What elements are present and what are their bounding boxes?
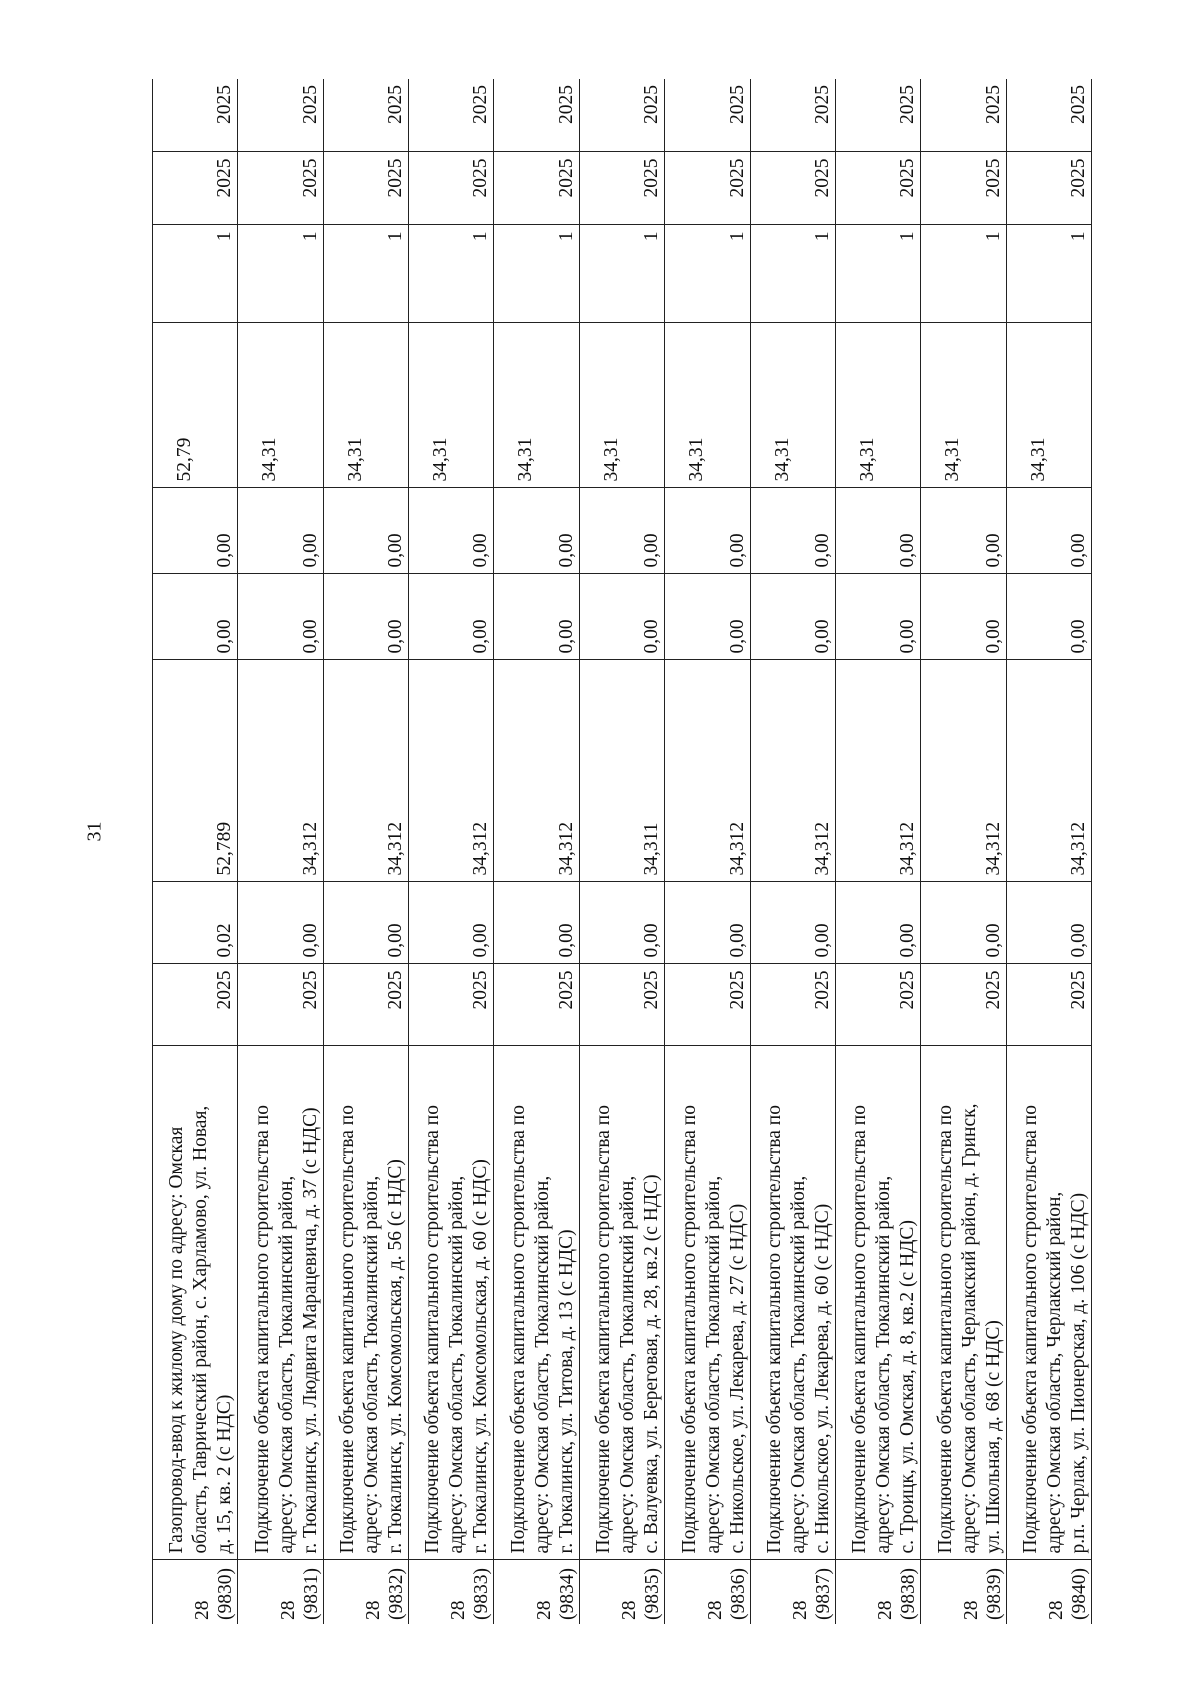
- project-name-line: г. Тюкалинск, ул. Комсомольская, д. 56 (с НДС): [385, 1159, 407, 1554]
- group-number: 28: [875, 1600, 897, 1620]
- project-name-line: р.п. Черлак, ул. Пионерская, д. 106 (с НДС): [1068, 1192, 1089, 1554]
- project-id-cell: [579, 1560, 664, 1624]
- count-cell: 1: [1006, 225, 1091, 323]
- project-id-cell: [750, 1560, 835, 1624]
- year-cell: 2025: [579, 964, 664, 1046]
- project-name-cell: [494, 1046, 579, 1560]
- project-name-line: адресу: Омская область, Тюкалинский район,: [275, 1175, 297, 1554]
- year-cell: 2025: [750, 964, 835, 1046]
- year-cell: 2025: [665, 964, 750, 1046]
- project-name-line: Подключение объекта капитального строительства по: [763, 1105, 785, 1554]
- year-start-cell: 2025: [1006, 152, 1091, 225]
- value-c-cell: 0,00: [238, 574, 323, 660]
- project-name-line: адресу: Омская область, Тюкалинский район,: [446, 1175, 468, 1554]
- value-c-cell: 0,00: [579, 574, 664, 660]
- value-a-cell: 0,00: [921, 882, 1006, 964]
- project-name-line: Подключение объекта капитального строительства по: [337, 1105, 359, 1554]
- year-end-cell: 2025: [153, 79, 238, 152]
- table-row: [921, 79, 1006, 1624]
- value-d-cell: 0,00: [579, 488, 664, 574]
- value-e-cell: 34,31: [409, 323, 494, 488]
- value-c-cell: 0,00: [494, 574, 579, 660]
- project-name-line: с. Никольское, ул. Лекарева, д. 60 (с НДС): [811, 1203, 833, 1554]
- group-number: 28: [789, 1600, 811, 1620]
- value-b-cell: 52,789: [153, 660, 238, 882]
- project-name-line: Подключение объекта капитального строительства по: [849, 1105, 871, 1554]
- value-c-cell: 0,00: [665, 574, 750, 660]
- value-c-cell: 0,00: [153, 574, 238, 660]
- project-name-line: адресу: Омская область, Тюкалинский район,: [873, 1175, 895, 1554]
- group-number: 28: [533, 1600, 555, 1620]
- value-a-cell: 0,00: [750, 882, 835, 964]
- project-id-cell: [494, 1560, 579, 1624]
- year-start-cell: 2025: [579, 152, 664, 225]
- value-d-cell: 0,00: [835, 488, 920, 574]
- count-cell: 1: [921, 225, 1006, 323]
- count-cell: 1: [665, 225, 750, 323]
- year-start-cell: 2025: [665, 152, 750, 225]
- year-start-cell: 2025: [409, 152, 494, 225]
- project-name-line: Подключение объекта капитального строительства по: [934, 1105, 956, 1554]
- value-e-cell: 34,31: [665, 323, 750, 488]
- value-e-cell: 34,31: [494, 323, 579, 488]
- project-name-line: адресу: Омская область, Черлакский район,: [1044, 1191, 1065, 1554]
- project-name-line: Подключение объекта капитального строительства по: [1020, 1105, 1041, 1554]
- table-row: [494, 79, 579, 1624]
- value-a-cell: 0,00: [323, 882, 408, 964]
- table-row: [238, 79, 323, 1624]
- value-d-cell: 0,00: [323, 488, 408, 574]
- project-name-line: Подключение объекта капитального строительства по: [678, 1105, 700, 1554]
- value-a-cell: 0,00: [835, 882, 920, 964]
- project-name-line: д. 15, кв. 2 (с НДС): [214, 1394, 236, 1554]
- year-end-cell: 2025: [1006, 79, 1091, 152]
- value-c-cell: 0,00: [1006, 574, 1091, 660]
- group-number: 28: [704, 1600, 726, 1620]
- value-e-cell: 34,31: [579, 323, 664, 488]
- table-row: [835, 79, 920, 1624]
- table-row: [750, 79, 835, 1624]
- project-name-line: г. Тюкалинск, ул. Титова, д. 13 (с НДС): [555, 1229, 577, 1554]
- year-end-cell: 2025: [921, 79, 1006, 152]
- table-row: [409, 79, 494, 1624]
- project-id-cell: [409, 1560, 494, 1624]
- value-a-cell: 0,00: [579, 882, 664, 964]
- value-d-cell: 0,00: [665, 488, 750, 574]
- value-c-cell: 0,00: [835, 574, 920, 660]
- value-b-cell: 34,312: [409, 660, 494, 882]
- project-id-cell: [238, 1560, 323, 1624]
- table-row: [153, 79, 238, 1624]
- value-b-cell: 34,312: [323, 660, 408, 882]
- project-name-line: ул. Школьная, д. 68 (с НДС): [982, 1320, 1004, 1554]
- project-name-line: адресу: Омская область, Тюкалинский район,: [787, 1175, 809, 1554]
- value-c-cell: 0,00: [921, 574, 1006, 660]
- value-d-cell: 0,00: [409, 488, 494, 574]
- value-d-cell: 0,00: [921, 488, 1006, 574]
- project-name-cell: [835, 1046, 920, 1560]
- project-name-line: с. Валуевка, ул. Береговая, д. 28, кв.2 (с НДС): [641, 1174, 663, 1554]
- project-code: (9835): [642, 1568, 664, 1620]
- project-name-line: Газопровод-ввод к жилому дому по адресу: Омская: [166, 1126, 188, 1554]
- page-number: 31: [83, 821, 106, 842]
- year-end-cell: 2025: [323, 79, 408, 152]
- year-start-cell: 2025: [750, 152, 835, 225]
- value-b-cell: 34,312: [1006, 660, 1091, 882]
- project-name-line: Подключение объекта капитального строительства по: [507, 1105, 529, 1554]
- count-cell: 1: [409, 225, 494, 323]
- value-a-cell: 0,00: [409, 882, 494, 964]
- value-d-cell: 0,00: [153, 488, 238, 574]
- project-code: (9836): [727, 1568, 749, 1620]
- year-cell: 2025: [835, 964, 920, 1046]
- project-name-cell: [153, 1046, 238, 1560]
- value-a-cell: 0,00: [494, 882, 579, 964]
- project-code: (9839): [983, 1568, 1005, 1620]
- table-row: [323, 79, 408, 1624]
- project-name-line: Подключение объекта капитального строительства по: [251, 1105, 273, 1554]
- year-cell: 2025: [1006, 964, 1091, 1046]
- value-d-cell: 0,00: [1006, 488, 1091, 574]
- table-row: [665, 79, 750, 1624]
- value-c-cell: 0,00: [409, 574, 494, 660]
- group-number: 28: [363, 1600, 385, 1620]
- project-name-cell: [1006, 1046, 1091, 1560]
- rotated-table-sheet: [152, 79, 1092, 1624]
- project-id-cell: [323, 1560, 408, 1624]
- value-b-cell: 34,312: [665, 660, 750, 882]
- project-id-cell: [153, 1560, 238, 1624]
- year-end-cell: 2025: [835, 79, 920, 152]
- value-d-cell: 0,00: [238, 488, 323, 574]
- project-name-line: адресу: Омская область, Черлакский район, д. Гринск,: [958, 1103, 980, 1554]
- value-a-cell: 0,02: [153, 882, 238, 964]
- group-number: 28: [192, 1600, 214, 1620]
- project-name-line: адресу: Омская область, Тюкалинский район,: [702, 1175, 724, 1554]
- project-name-line: с. Никольское, ул. Лекарева, д. 27 (с НДС): [726, 1203, 748, 1554]
- project-id-cell: [835, 1560, 920, 1624]
- value-b-cell: 34,311: [579, 660, 664, 882]
- project-id-cell: [665, 1560, 750, 1624]
- value-d-cell: 0,00: [494, 488, 579, 574]
- year-cell: 2025: [409, 964, 494, 1046]
- count-cell: 1: [238, 225, 323, 323]
- value-e-cell: 34,31: [921, 323, 1006, 488]
- value-e-cell: 34,31: [238, 323, 323, 488]
- value-e-cell: 34,31: [1006, 323, 1091, 488]
- value-e-cell: 34,31: [835, 323, 920, 488]
- year-cell: 2025: [323, 964, 408, 1046]
- year-end-cell: 2025: [579, 79, 664, 152]
- project-name-line: область, Таврический район, с. Харламово, ул. Новая,: [190, 1105, 212, 1554]
- project-code: (9833): [471, 1568, 493, 1620]
- year-end-cell: 2025: [409, 79, 494, 152]
- project-name-cell: [323, 1046, 408, 1560]
- project-code: (9838): [898, 1568, 920, 1620]
- project-code: (9832): [386, 1568, 408, 1620]
- count-cell: 1: [579, 225, 664, 323]
- year-start-cell: 2025: [921, 152, 1006, 225]
- table-row: [579, 79, 664, 1624]
- count-cell: 1: [153, 225, 238, 323]
- project-id-cell: [921, 1560, 1006, 1624]
- value-e-cell: 34,31: [750, 323, 835, 488]
- table-row: [1006, 79, 1091, 1624]
- count-cell: 1: [494, 225, 579, 323]
- value-b-cell: 34,312: [494, 660, 579, 882]
- value-c-cell: 0,00: [323, 574, 408, 660]
- group-number: 28: [619, 1600, 641, 1620]
- year-start-cell: 2025: [153, 152, 238, 225]
- year-cell: 2025: [238, 964, 323, 1046]
- year-end-cell: 2025: [494, 79, 579, 152]
- group-number: 28: [448, 1600, 470, 1620]
- project-name-line: адресу: Омская область, Тюкалинский район,: [617, 1175, 639, 1554]
- year-start-cell: 2025: [835, 152, 920, 225]
- project-name-cell: [921, 1046, 1006, 1560]
- project-code: (9834): [556, 1568, 578, 1620]
- year-end-cell: 2025: [665, 79, 750, 152]
- project-code: (9837): [812, 1568, 834, 1620]
- project-code: (9831): [300, 1568, 322, 1620]
- year-end-cell: 2025: [750, 79, 835, 152]
- value-e-cell: 52,79: [153, 323, 238, 488]
- project-name-line: адресу: Омская область, Тюкалинский район,: [361, 1175, 383, 1554]
- project-name-line: с. Троицк, ул. Омская, д. 8, кв.2 (с НДС): [897, 1220, 919, 1554]
- project-name-cell: [750, 1046, 835, 1560]
- group-number: 28: [960, 1600, 982, 1620]
- value-a-cell: 0,00: [238, 882, 323, 964]
- project-id-cell: [1006, 1560, 1091, 1624]
- project-name-cell: [409, 1046, 494, 1560]
- project-name-line: Подключение объекта капитального строительства по: [593, 1105, 615, 1554]
- value-b-cell: 34,312: [750, 660, 835, 882]
- value-d-cell: 0,00: [750, 488, 835, 574]
- year-cell: 2025: [921, 964, 1006, 1046]
- count-cell: 1: [323, 225, 408, 323]
- year-start-cell: 2025: [323, 152, 408, 225]
- table-body: [153, 79, 1092, 1624]
- project-name-line: г. Тюкалинск, ул. Людвига Марацевича, д. 37 (с НДС): [299, 1107, 321, 1554]
- value-c-cell: 0,00: [750, 574, 835, 660]
- project-name-line: адресу: Омская область, Тюкалинский район,: [531, 1175, 553, 1554]
- project-name-cell: [238, 1046, 323, 1560]
- year-start-cell: 2025: [494, 152, 579, 225]
- value-b-cell: 34,312: [238, 660, 323, 882]
- count-cell: 1: [835, 225, 920, 323]
- project-name-line: Подключение объекта капитального строительства по: [422, 1105, 444, 1554]
- year-start-cell: 2025: [238, 152, 323, 225]
- project-code: (9830): [215, 1568, 237, 1620]
- value-e-cell: 34,31: [323, 323, 408, 488]
- year-cell: 2025: [494, 964, 579, 1046]
- count-cell: 1: [750, 225, 835, 323]
- project-name-cell: [579, 1046, 664, 1560]
- project-name-cell: [665, 1046, 750, 1560]
- value-a-cell: 0,00: [665, 882, 750, 964]
- project-code: (9840): [1069, 1568, 1090, 1620]
- group-number: 28: [277, 1600, 299, 1620]
- year-cell: 2025: [153, 964, 238, 1046]
- project-name-line: г. Тюкалинск, ул. Комсомольская, д. 60 (с НДС): [470, 1159, 492, 1554]
- year-end-cell: 2025: [238, 79, 323, 152]
- investment-program-table: [152, 79, 1092, 1624]
- value-b-cell: 34,312: [835, 660, 920, 882]
- group-number: 28: [1046, 1600, 1067, 1620]
- value-b-cell: 34,312: [921, 660, 1006, 882]
- value-a-cell: 0,00: [1006, 882, 1091, 964]
